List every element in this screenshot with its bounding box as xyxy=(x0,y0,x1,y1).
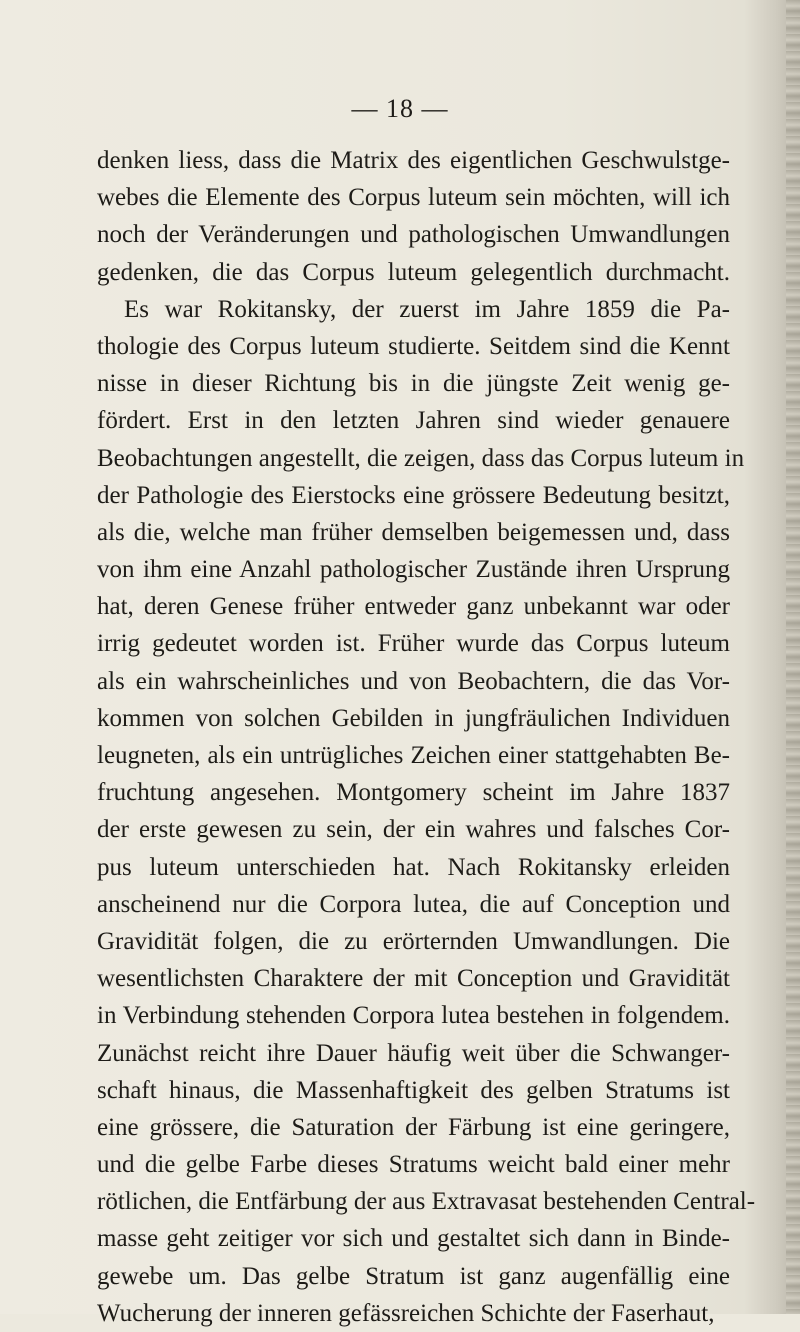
text-line: in Verbindung stehenden Corpora lutea bestehen in folgendem. xyxy=(97,1002,730,1030)
text-line: Zunächst reicht ihre Dauer häufig weit über die Schwanger- xyxy=(97,1039,730,1067)
text-line: Gravidität folgen, die zu erörternden Umwandlungen. Die xyxy=(97,927,730,955)
text-line: der Pathologie des Eierstocks eine grössere Bedeutung besitzt, xyxy=(97,481,730,509)
text-line: eine grössere, die Saturation der Färbung ist eine geringere, xyxy=(97,1113,730,1141)
text-line: fördert. Erst in den letzten Jahren sind wieder genauere xyxy=(97,407,730,435)
text-line: masse geht zeitiger vor sich und gestaltet sich dann in Binde- xyxy=(97,1225,730,1253)
text-line: nisse in dieser Richtung bis in die jüngste Zeit wenig ge- xyxy=(97,370,730,398)
text-line: gedenken, die das Corpus luteum gelegentlich durchmacht. xyxy=(97,258,730,286)
text-line: anscheinend nur die Corpora lutea, die auf Conception und xyxy=(97,890,730,918)
text-line: als die, welche man früher demselben beigemessen und, dass xyxy=(97,518,730,546)
page-number: — 18 — xyxy=(351,94,449,123)
text-line: leugneten, als ein untrügliches Zeichen einer stattgehabten Be- xyxy=(97,742,730,769)
text-line: fruchtung angesehen. Montgomery scheint im Jahre 1837 xyxy=(97,779,730,807)
text-line: der erste gewesen zu sein, der ein wahres und falsches Cor- xyxy=(97,816,730,844)
text-line: webes die Elemente des Corpus luteum sein möchten, will ich xyxy=(97,184,730,212)
text-line: als ein wahrscheinliches und von Beobachtern, die das Vor- xyxy=(97,667,730,695)
text-line: hat, deren Genese früher entweder ganz unbekannt war oder xyxy=(97,593,730,621)
text-line: thologie des Corpus luteum studierte. Seitdem sind die Kennt xyxy=(97,332,730,360)
text-line: noch der Veränderungen und pathologischen Umwandlungen xyxy=(97,221,730,249)
text-line: und die gelbe Farbe dieses Stratums weicht bald einer mehr xyxy=(97,1151,730,1179)
text-line: wesentlichsten Charaktere der mit Conception und Gravidität xyxy=(97,965,730,993)
text-line: irrig gedeutet worden ist. Früher wurde das Corpus luteum xyxy=(97,630,730,658)
body-text xyxy=(97,142,756,1332)
text-line: Es war Rokitansky, der zuerst im Jahre 1859 die Pa- xyxy=(124,295,730,323)
text-line: gewebe um. Das gelbe Stratum ist ganz augenfällig eine xyxy=(97,1262,730,1290)
text-line: pus luteum unterschieden hat. Nach Rokitansky erleiden xyxy=(97,853,730,881)
text-line: rötlichen, die Entfärbung der aus Extravasat bestehenden Central- xyxy=(97,1188,756,1216)
page-edge xyxy=(786,0,800,1314)
text-line: Beobachtungen angestellt, die zeigen, dass das Corpus luteum in xyxy=(97,444,745,472)
text-line: kommen von solchen Gebilden in jungfräulichen Individuen xyxy=(97,704,730,732)
text-line: Wucherung der inneren gefässreichen Schichte der Faserhaut, xyxy=(97,1299,715,1327)
text-line: von ihm eine Anzahl pathologischer Zustände ihren Ursprung xyxy=(97,556,730,584)
text-line: denken liess, dass die Matrix des eigentlichen Geschwulstge- xyxy=(97,147,730,174)
text-line: schaft hinaus, die Massenhaftigkeit des gelben Stratums ist xyxy=(97,1076,730,1104)
